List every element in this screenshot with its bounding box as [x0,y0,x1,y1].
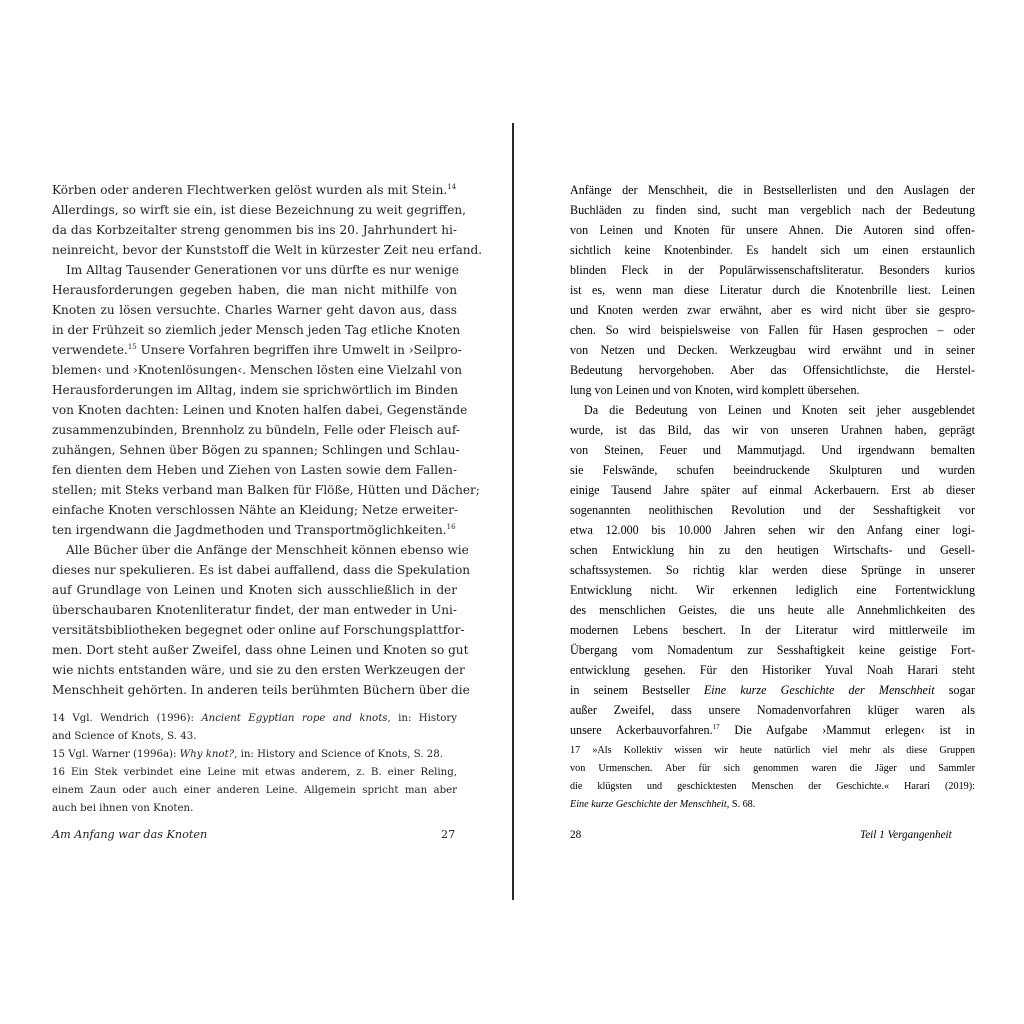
text-line: auf Grundlage von Leinen und Knoten sich ausschließlich in der [52,583,457,597]
text-line: schen Entwicklung hin zu den heutigen Wirtschafts- und Gesell- [570,543,975,557]
footnote-16-cont: einem Zaun oder auch einer anderen Leine. Allgemein spricht man aber [52,785,457,796]
text-line: wie nichts entstanden wäre, und sie zu den ersten Werkzeugen der [52,663,465,677]
text-line: modernen Lebens beschert. In der Literatur wird mittlerweile im [570,623,975,637]
page-number-left: 27 [441,828,456,841]
text-line: einfache Knoten verschlossen Nähte an Kleidung; Netze erweiter- [52,503,459,517]
footnote-15: 15 Vgl. Warner (1996a): Why knot?, in: History and Science of Knots, S. 28. [52,749,443,760]
text-line: schaftssystemen. So richtig klar werden diese Sprünge in unserer [570,563,975,577]
text-line: Knoten zu lösen versuchte. Charles Warner geht davon aus, dass [52,303,457,317]
text-line: Da die Bedeutung von Leinen und Knoten seit jeher ausgeblendet [584,403,975,417]
footnote-ref-15: 15 [127,343,137,351]
text-line: unsere Ackerbauvorfahren.$^{17}$ Die Aufgabe ›Mammut erlegen‹ ist in [570,723,976,737]
footnote-14: 14 Vgl. Wendrich (1996): Ancient Egyptian rope and knots, in: History [52,713,457,724]
text-line: ist es, wenn man diese Literatur durch die Knotenbrille liest. Leinen [570,283,975,297]
text-line: Herausforderungen im Alltag, indem sie sprichwörtlich im Binden [52,383,459,397]
footnote-17-cont: Eine kurze Geschichte der Menschheit, S. 68. [570,799,756,810]
text-line: Allerdings, so wirft sie ein, ist diese Bezeichnung zu weit gegriffen, [52,203,466,217]
footnote-16-cont: auch bei ihnen von Knoten. [52,803,194,814]
text-line: Entwicklung nicht. Wir erkennen lediglich eine Fortentwicklung [570,583,975,597]
text-line: Übergang vom Nomadentum zur Sesshaftigkeit keine geistige Fort- [570,643,975,657]
footnote-17-cont: die klügsten und geschicktesten Menschen der Geschichte.« Harari (2019): [570,781,975,792]
text-line: Körben oder anderen Flechtwerken gelöst wurden als mit Stein.$^{14}$ [52,183,457,197]
text-line: wurde, ist das Bild, das wir von unseren Urahnen haben, geprägt [570,423,975,437]
text-line: von Steinen, Feuer und Mammutjagd. Und irgendwann bemalten [570,443,975,457]
text-line: Anfänge der Menschheit, die in Bestsellerlisten und den Auslagen der [570,183,975,197]
text-line: dieses nur spekulieren. Es ist dabei auffallend, dass die Spekulation [52,563,471,577]
text-line: da das Korbzeitalter streng genommen bis ins 20. Jahrhundert hi- [52,223,457,237]
text-line: sogenannten neolithischen Revolution und der Sesshaftigkeit vor [570,503,975,517]
book-title-ref: Eine kurze Geschichte der Menschheit [703,683,935,697]
text-line: sie Felswände, schufen beeindruckende Skulpturen und wurden [570,463,975,477]
text-line: ten irgendwann die Jagdmethoden und Transportmöglichkeiten.$^{16}$ [52,523,456,537]
text-line: neinreicht, bevor der Kunststoff die Welt in kürzester Zeit neu erfand. [52,243,483,257]
text-line: blemen‹ und ›Knotenlösungen‹. Menschen lösten eine Vielzahl von [52,363,463,377]
text-line: von Leinen und Knoten für unsere Ahnen. Die Autoren sind offen- [570,223,975,237]
text-line: Bedeutung hervorgehoben. Aber das Offensichtlichste, die Herstel- [570,363,975,377]
text-line: überschaubaren Knotenliteratur findet, der man entweder in Uni- [52,603,457,617]
text-line: chen. So wird beispielsweise von Fallen für Hasen gesprochen – oder [570,323,975,337]
footnote-ref-16: 16 [446,523,456,531]
text-line: zusammenzubinden, Brennholz zu bündeln, Felle oder Fleisch auf- [52,423,460,437]
text-line: Menschheit gehörten. In anderen teils berühmten Büchern über die [52,683,470,697]
text-line: sichtlich keine Knotenbinder. Es handelt sich um einen erstaunlich [570,243,975,257]
footnote-16: 16 Ein Stek verbindet eine Leine mit etwas anderem, z. B. einer Reling, [52,767,457,778]
text-line: außer Zweifel, dass unsere Nomadenvorfahren klüger waren als [570,703,975,717]
text-line: des menschlichen Geistes, die uns heute alle Annehmlichkeiten des [570,603,975,617]
running-title-left: Am Anfang war das Knoten [52,828,208,841]
footnote-ref-14: 14 [447,183,457,191]
text-line: einige Tausend Jahre später auf einmal Ackerbauern. Erst ab dieser [570,483,975,497]
running-title-right: Teil 1 Vergangenheit [860,829,952,841]
text-line: stellen; mit Steks verband man Balken für Flöße, Hütten und Dächer; [52,483,480,497]
text-line: Im Alltag Tausender Generationen vor uns dürfte es nur wenige [66,263,459,277]
text-line: verwendete.$^{15}$ Unsere Vorfahren begriffen ihre Umwelt in ›Seilpro- [52,343,462,357]
text-line: versitätsbibliotheken begegnet oder online auf Forschungsplattfor- [52,623,465,637]
text-line: in der Frühzeit so ziemlich jeder Mensch jeden Tag etliche Knoten [52,323,461,337]
text-line: entwicklung gesehen. Für den Historiker Yuval Noah Harari steht [570,663,975,677]
page-number-right: 28 [570,829,582,841]
text-line: fen dienten dem Heben und Ziehen von Lasten sowie dem Fallen- [52,463,457,477]
text-line: in seinem Bestseller Eine kurze Geschichte der Menschheit sogar [570,683,976,697]
footnote-17: 17 »Als Kollektiv wissen wir heute natürlich viel mehr als diese Gruppen [570,745,975,756]
text-line: von Knoten dachten: Leinen und Knoten halfen dabei, Gegenstände [52,403,468,417]
text-line: Herausforderungen gegeben haben, die man nicht mithilfe von [52,283,457,297]
footnote-14-cont: and Science of Knots, S. 43. [52,731,197,742]
text-line: von Netzen und Decken. Werkzeugbau wird erwähnt und in seiner [570,343,975,357]
text-line: blinden Fleck in der Populärwissenschaftsliteratur. Besonders kurios [570,263,975,277]
footnote-17-cont: von Urmenschen. Aber für sich genommen waren die Jäger und Sammler [570,763,975,774]
text-line: Alle Bücher über die Anfänge der Menschheit können ebenso wie [66,543,469,557]
text-line: etwa 12.000 bis 10.000 Jahren sehen wir den Anfang einer logi- [570,523,975,537]
footnote-ref-17: 17 [712,723,720,731]
text-line: und Knoten werden zwar erwähnt, aber es wird nicht über sie gespro- [570,303,975,317]
text-line: zuhängen, Sehnen über Bögen zu spannen; Schlingen und Schlau- [52,443,460,457]
text-line: Buchläden zu finden sind, sucht man vergeblich nach der Bedeutung [570,203,975,217]
text-line: lung von Leinen und von Knoten, wird komplett übersehen. [570,383,860,397]
text-line: men. Dort steht außer Zweifel, dass ohne Leinen und Knoten so gut [52,643,469,657]
